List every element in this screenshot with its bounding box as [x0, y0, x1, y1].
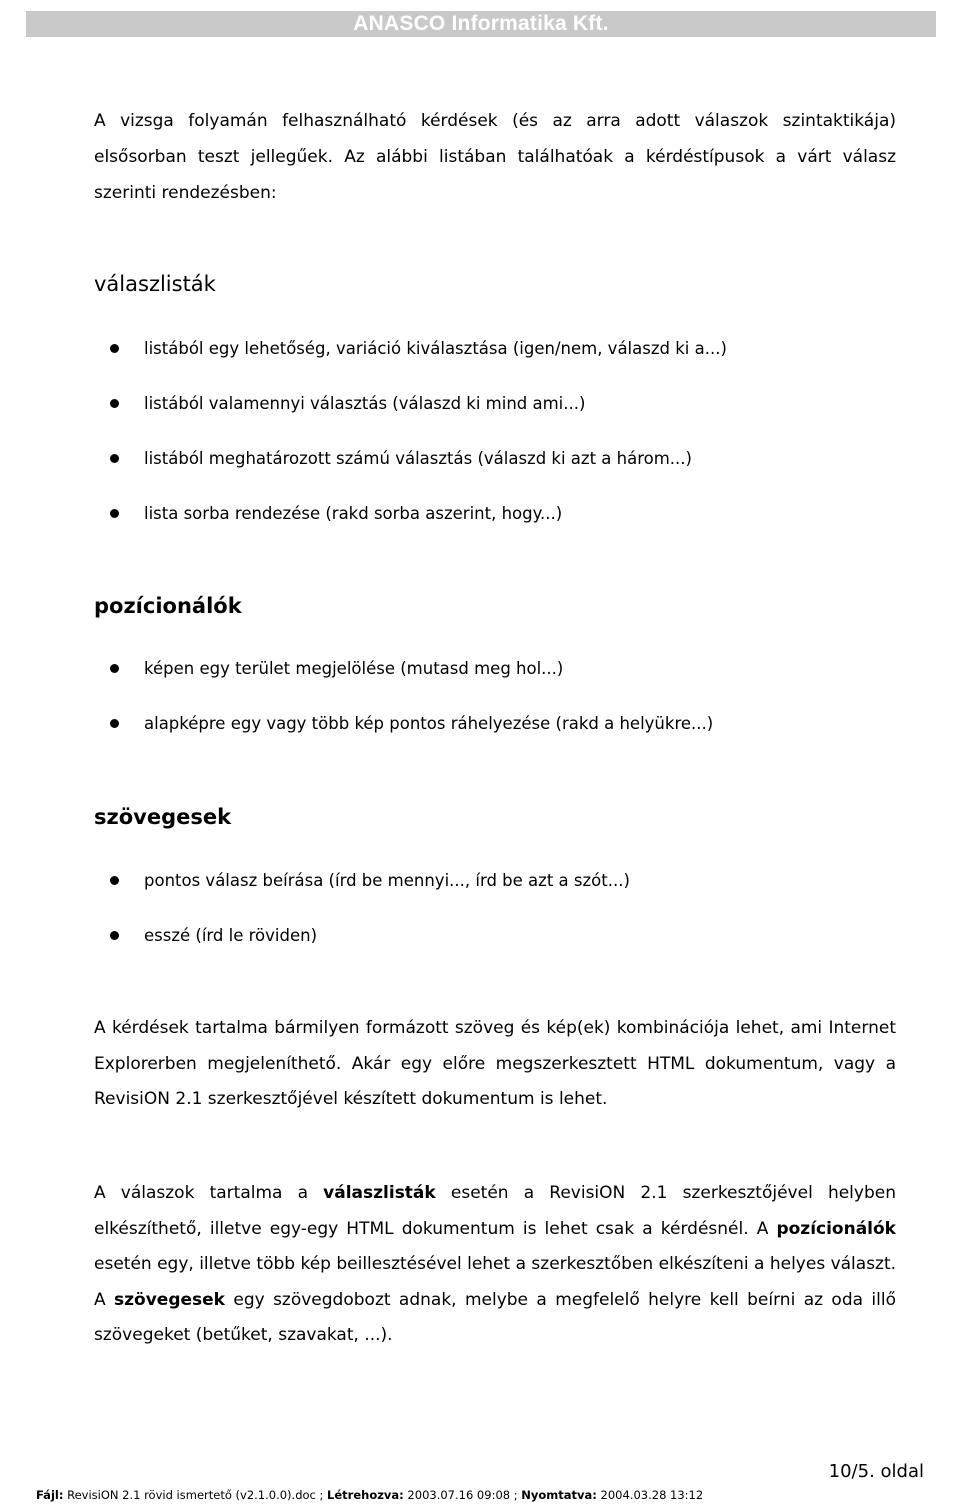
footer-label: Fájl:	[36, 1488, 64, 1502]
paragraph-line: szövegeket (betűket, szavakat, ...).	[94, 1325, 393, 1345]
intro-line: A vizsga folyamán felhasználható kérdések (és az arra adott válaszok szintaktikája)	[94, 111, 896, 131]
list-item	[110, 656, 563, 680]
list-item	[110, 923, 317, 947]
bullet-icon	[110, 399, 119, 408]
paragraph-line	[94, 1176, 896, 1212]
section-heading-texts: szövegesek	[94, 805, 232, 829]
header-bar	[26, 11, 936, 37]
footer-file-info	[36, 1488, 703, 1502]
page-number: 10/5. oldal	[828, 1461, 924, 1482]
intro-line: elsősorban teszt jellegűek. Az alábbi listában találhatóak a kérdéstípusok a várt válasz	[94, 147, 896, 167]
emphasis-answer-lists: válaszlisták	[323, 1183, 436, 1203]
list-item	[110, 501, 562, 525]
list-item	[110, 336, 727, 360]
list-item-text: esszé (írd le röviden)	[144, 925, 318, 945]
list-item	[110, 391, 585, 415]
text-run: elkészíthető, illetve egy-egy HTML dokumentum is lehet csak a kérdésnél. A	[94, 1218, 777, 1239]
list-item	[110, 868, 630, 892]
bullet-icon	[110, 454, 119, 463]
bullet-icon	[110, 876, 119, 885]
footer-label: Létrehozva:	[327, 1488, 404, 1502]
paragraph-line: Explorerben megjeleníthető. Akár egy előre megszerkesztett HTML dokumentum, vagy a	[94, 1053, 896, 1074]
text-run: A válaszok tartalma a	[94, 1183, 324, 1203]
paragraph-line: esetén egy, illetve több kép beillesztésével lehet a szerkesztőben elkészíteni a helyes választ.	[94, 1254, 897, 1274]
list-item-text: pontos válasz beírása (írd be mennyi..., írd be azt a szót...)	[144, 870, 630, 890]
bullet-icon	[110, 719, 119, 728]
bullet-icon	[110, 344, 119, 353]
list-item-text: alapképre egy vagy több kép pontos ráhelyezése (rakd a helyükre...)	[144, 713, 714, 733]
bullet-icon	[110, 931, 119, 940]
emphasis-positioners: pozícionálók	[776, 1218, 896, 1239]
company-title: ANASCO Informatika Kft.	[353, 12, 609, 35]
footer-value: 2004.03.28 13:12	[596, 1488, 704, 1502]
list-item-text: képen egy terület megjelölése (mutasd meg hol...)	[144, 658, 564, 678]
bullet-icon	[110, 664, 119, 673]
paragraph-line: RevisiON 2.1 szerkesztőjével készített dokumentum is lehet.	[94, 1089, 608, 1109]
emphasis-texts: szövegesek	[114, 1289, 225, 1310]
list-item	[110, 446, 692, 470]
paragraph-line: A kérdések tartalma bármilyen formázott szöveg és kép(ek) kombinációja lehet, ami Internet	[94, 1018, 896, 1038]
text-run: A	[94, 1289, 115, 1310]
footer-value: 2003.07.16 09:08 ;	[403, 1488, 522, 1502]
footer-label: Nyomtatva:	[521, 1488, 597, 1502]
bullet-icon	[110, 509, 119, 518]
intro-line: szerinti rendezésben:	[94, 183, 277, 203]
paragraph-question-content	[94, 1011, 896, 1118]
list-item-text: listából valamennyi választás (válaszd ki mind ami...)	[144, 393, 586, 413]
section-heading-answer-lists: válaszlisták	[94, 272, 216, 296]
intro-paragraph	[94, 103, 896, 211]
text-run: esetén a RevisiON 2.1 szerkesztőjével helyben	[435, 1183, 896, 1203]
section-heading-positioners: pozícionálók	[94, 594, 242, 618]
paragraph-line	[94, 1283, 896, 1319]
paragraph-answer-content	[94, 1176, 896, 1354]
list-item	[110, 711, 713, 735]
paragraph-line	[94, 1212, 896, 1248]
footer-value: RevisiON 2.1 rövid ismertető (v2.1.0.0).doc ;	[63, 1488, 328, 1502]
list-item-text: lista sorba rendezése (rakd sorba aszerint, hogy...)	[144, 503, 563, 523]
list-item-text: listából egy lehetőség, variáció kiválasztása (igen/nem, válaszd ki a...)	[144, 338, 727, 358]
text-run: egy szövegdobozt adnak, melybe a megfelelő helyre kell beírni az oda illő	[224, 1289, 896, 1310]
list-item-text: listából meghatározott számú választás (válaszd ki azt a három...)	[144, 448, 692, 468]
